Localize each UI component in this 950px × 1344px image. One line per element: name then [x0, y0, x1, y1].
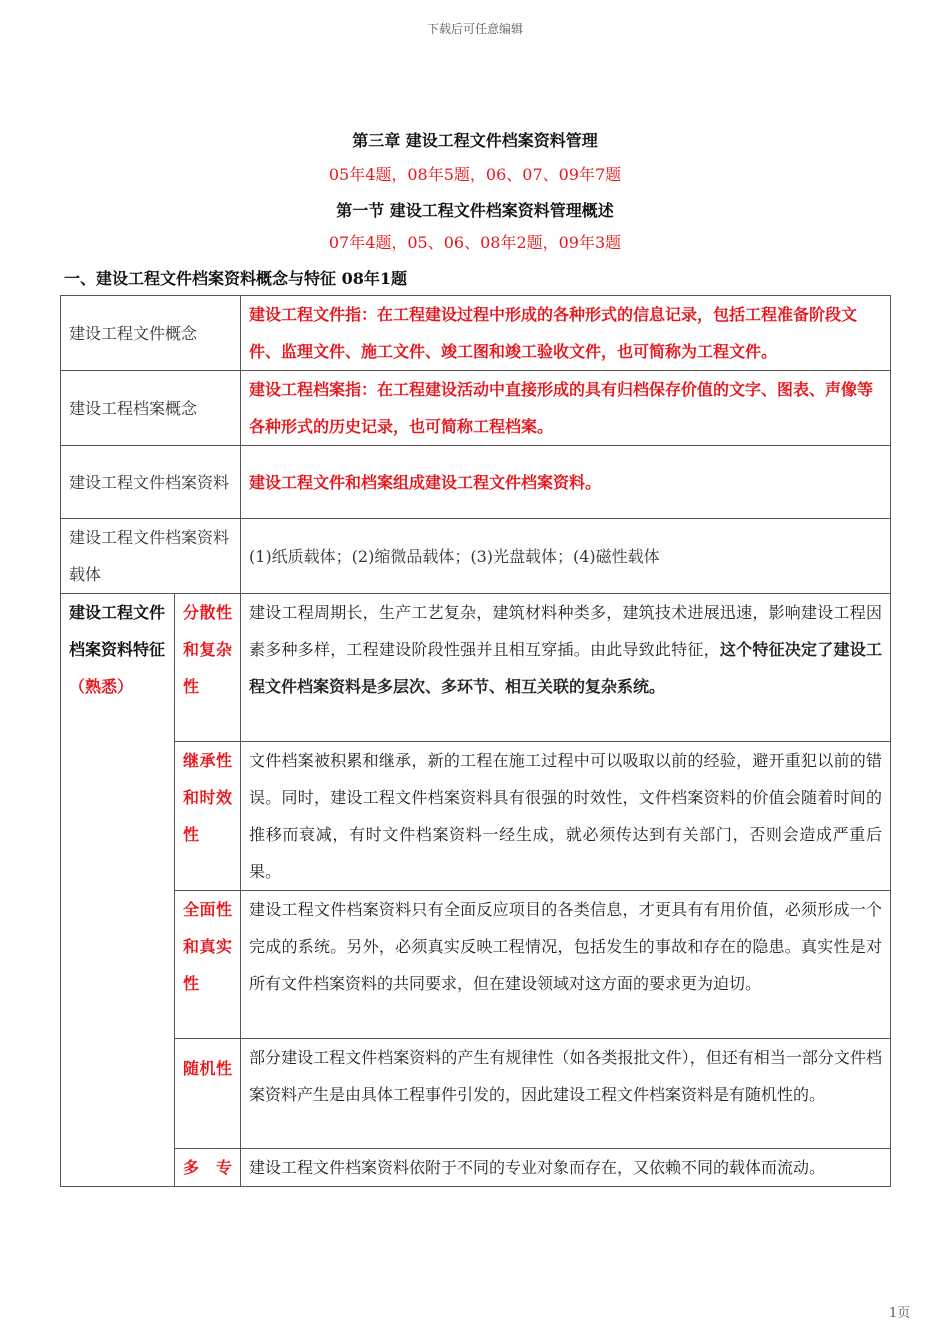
feature-name: 随机性 [175, 1039, 241, 1149]
feature-name: 继承性和时效性 [175, 742, 241, 891]
table-row [61, 891, 891, 1039]
section-stats: 07年4题，05、06、08年2题，09年3题 [328, 233, 622, 252]
feature-name: 全面性和真实性 [175, 891, 241, 1039]
subsection-heading: 一、建设工程文件档案资料概念与特征 08年1题 [64, 269, 407, 288]
row-label: 建设工程文件档案资料载体 [61, 519, 241, 594]
feature-name: 多专 [175, 1149, 241, 1187]
table-row [61, 296, 891, 371]
row-label: 建设工程档案概念 [61, 371, 241, 446]
feature-text-plain: 建设工程周期长，生产工艺复杂，建筑材料种类多，建筑技术进展迅速，影响建设工程因素多种多样，工程建设阶段性强并且相互穿插。由此导致此特征， [249, 603, 882, 659]
feature-name: 分散性和复杂性 [175, 594, 241, 742]
table-row [61, 1039, 891, 1149]
table-row [61, 519, 891, 594]
features-label-text: 建设工程文件档案资料特征 [69, 603, 166, 659]
header-note: 下载后可任意编辑 [426, 22, 523, 36]
feature-text: 部分建设工程文件档案资料的产生有规律性（如各类报批文件），但还有相当一部分文件档案资料产生是由具体工程事件引发的，因此建设工程文件档案资料是有随机性的。 [241, 1039, 891, 1149]
feature-text [241, 594, 891, 742]
page-number: 1页 [889, 1306, 911, 1321]
concept-table [60, 295, 891, 1187]
table-row [61, 1149, 891, 1187]
row-content: 建设工程档案指：在工程建设活动中直接形成的具有归档保存价值的文字、图表、声像等各种形式的历史记录，也可简称工程档案。 [241, 371, 891, 446]
row-label: 建设工程文件概念 [61, 296, 241, 371]
row-content: 建设工程文件和档案组成建设工程文件档案资料。 [241, 446, 891, 519]
table-row [61, 371, 891, 446]
row-content: (1)纸质载体；(2)缩微品载体；(3)光盘载体；(4)磁性载体 [241, 519, 891, 594]
feature-text: 文件档案被积累和继承，新的工程在施工过程中可以吸取以前的经验，避开重犯以前的错误。同时，建设工程文件档案资料具有很强的时效性，文件档案资料的价值会随着时间的推移而衰减，有时文件档案资料一经生成，就必须传达到有关部门，否则会造成严重后果。 [241, 742, 891, 891]
features-label [61, 594, 175, 1187]
row-content: 建设工程文件指：在工程建设过程中形成的各种形式的信息记录，包括工程准备阶段文件、监理文件、施工文件、竣工图和竣工验收文件，也可简称为工程文件。 [241, 296, 891, 371]
row-label: 建设工程文件档案资料 [61, 446, 241, 519]
feature-text-bold: 这个特征决定了建设工程文件档案资料是多层次、多环节、相互关联的复杂系统。 [249, 640, 882, 696]
feature-text: 建设工程文件档案资料只有全面反应项目的各类信息，才更具有有用价值，必须形成一个完成的系统。另外，必须真实反映工程情况，包括发生的事故和存在的隐患。真实性是对所有文件档案资料的共同要求，但在建设领域对这方面的要求更为迫切。 [241, 891, 891, 1039]
chapter-title: 第三章 建设工程文件档案资料管理 [352, 131, 598, 150]
table-row [61, 446, 891, 519]
section-title: 第一节 建设工程文件档案资料管理概述 [336, 201, 614, 220]
chapter-stats: 05年4题，08年5题，06、07、09年7题 [328, 165, 622, 184]
features-note: （熟悉） [69, 677, 134, 696]
table-row [61, 742, 891, 891]
table-row [61, 594, 891, 742]
feature-text: 建设工程文件档案资料依附于不同的专业对象而存在，又依赖不同的载体而流动。 [241, 1149, 891, 1187]
